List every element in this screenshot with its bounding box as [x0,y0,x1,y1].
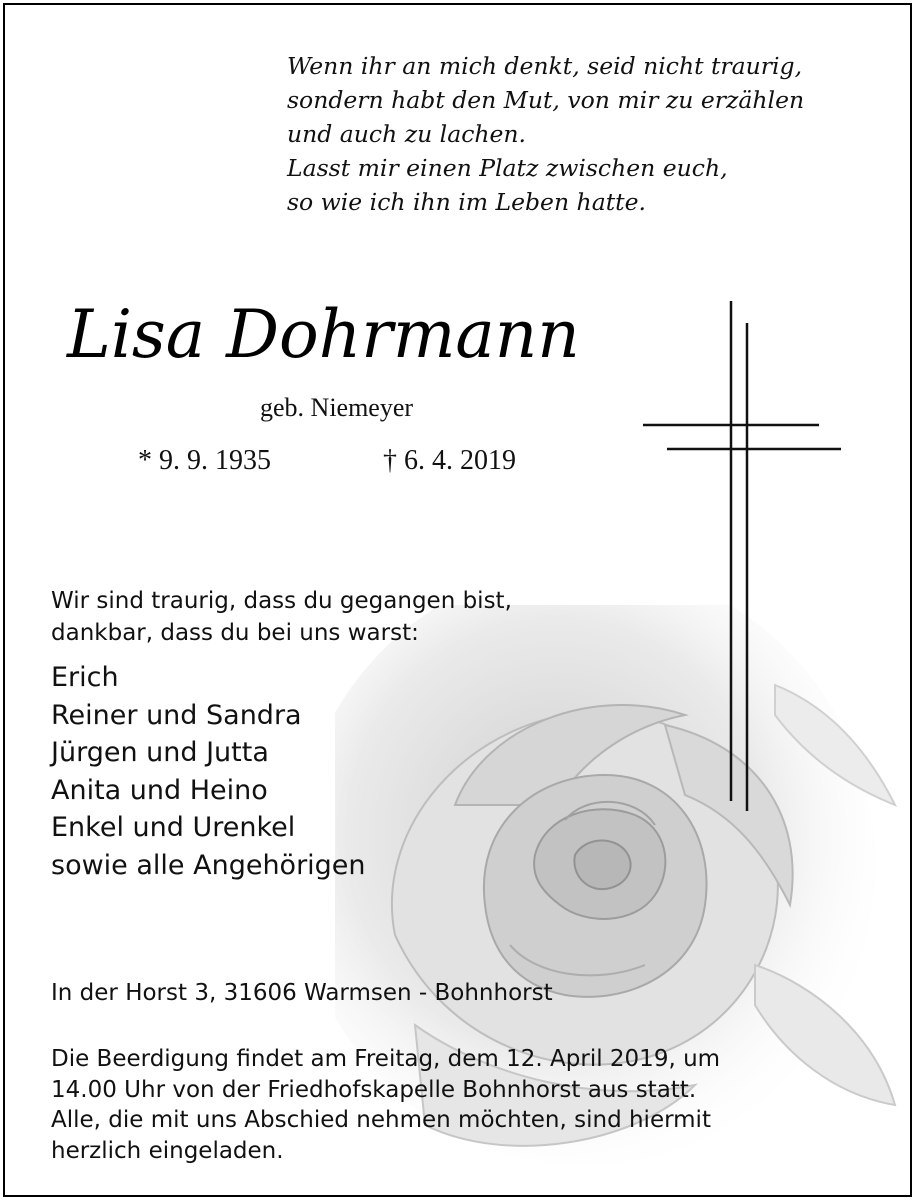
intro-line: Wir sind traurig, dass du gegangen bist, [51,588,512,614]
funeral-line: 14.00 Uhr von der Friedhofskapelle Bohnhorst aus statt. [51,1076,697,1103]
list-item: Anita und Heino [51,774,268,806]
list-item: Jürgen und Jutta [51,737,269,768]
mourners-intro [51,585,512,649]
funeral-announcement [51,1044,720,1166]
list-item: sowie alle Angehörigen [51,849,366,881]
poem-line: Wenn ihr an mich denkt, seid nicht traurig, [287,52,803,80]
list-item: Reiner und Sandra [51,699,302,731]
list-item: Enkel und Urenkel [51,812,296,843]
poem-line: so wie ich ihn im Leben hatte. [287,188,646,216]
funeral-line: Die Beerdigung findet am Freitag, dem 12. April 2019, um [51,1046,721,1072]
obituary-notice [3,3,912,1197]
death-date: † 6. 4. 2019 [383,445,516,476]
memorial-poem [287,49,804,219]
funeral-line: herzlich eingeladen. [51,1137,284,1164]
birth-date: * 9. 9. 1935 [138,445,271,476]
deceased-name: Lisa Dohrmann [67,296,580,373]
maiden-name: geb. Niemeyer [260,393,414,422]
poem-line: und auch zu lachen. [287,120,527,148]
funeral-line: Alle, die mit uns Abschied nehmen möchten, sind hiermit [51,1107,711,1133]
double-line-cross-icon [641,301,841,811]
list-item: Erich [51,662,119,693]
poem-line: Lasst mir einen Platz zwischen euch, [287,154,728,182]
intro-line: dankbar, dass du bei uns warst: [51,620,419,646]
mourner-address: In der Horst 3, 31606 Warmsen - Bohnhorst [51,980,553,1006]
poem-line: sondern habt den Mut, von mir zu erzählen [287,86,805,114]
family-list [51,659,366,884]
